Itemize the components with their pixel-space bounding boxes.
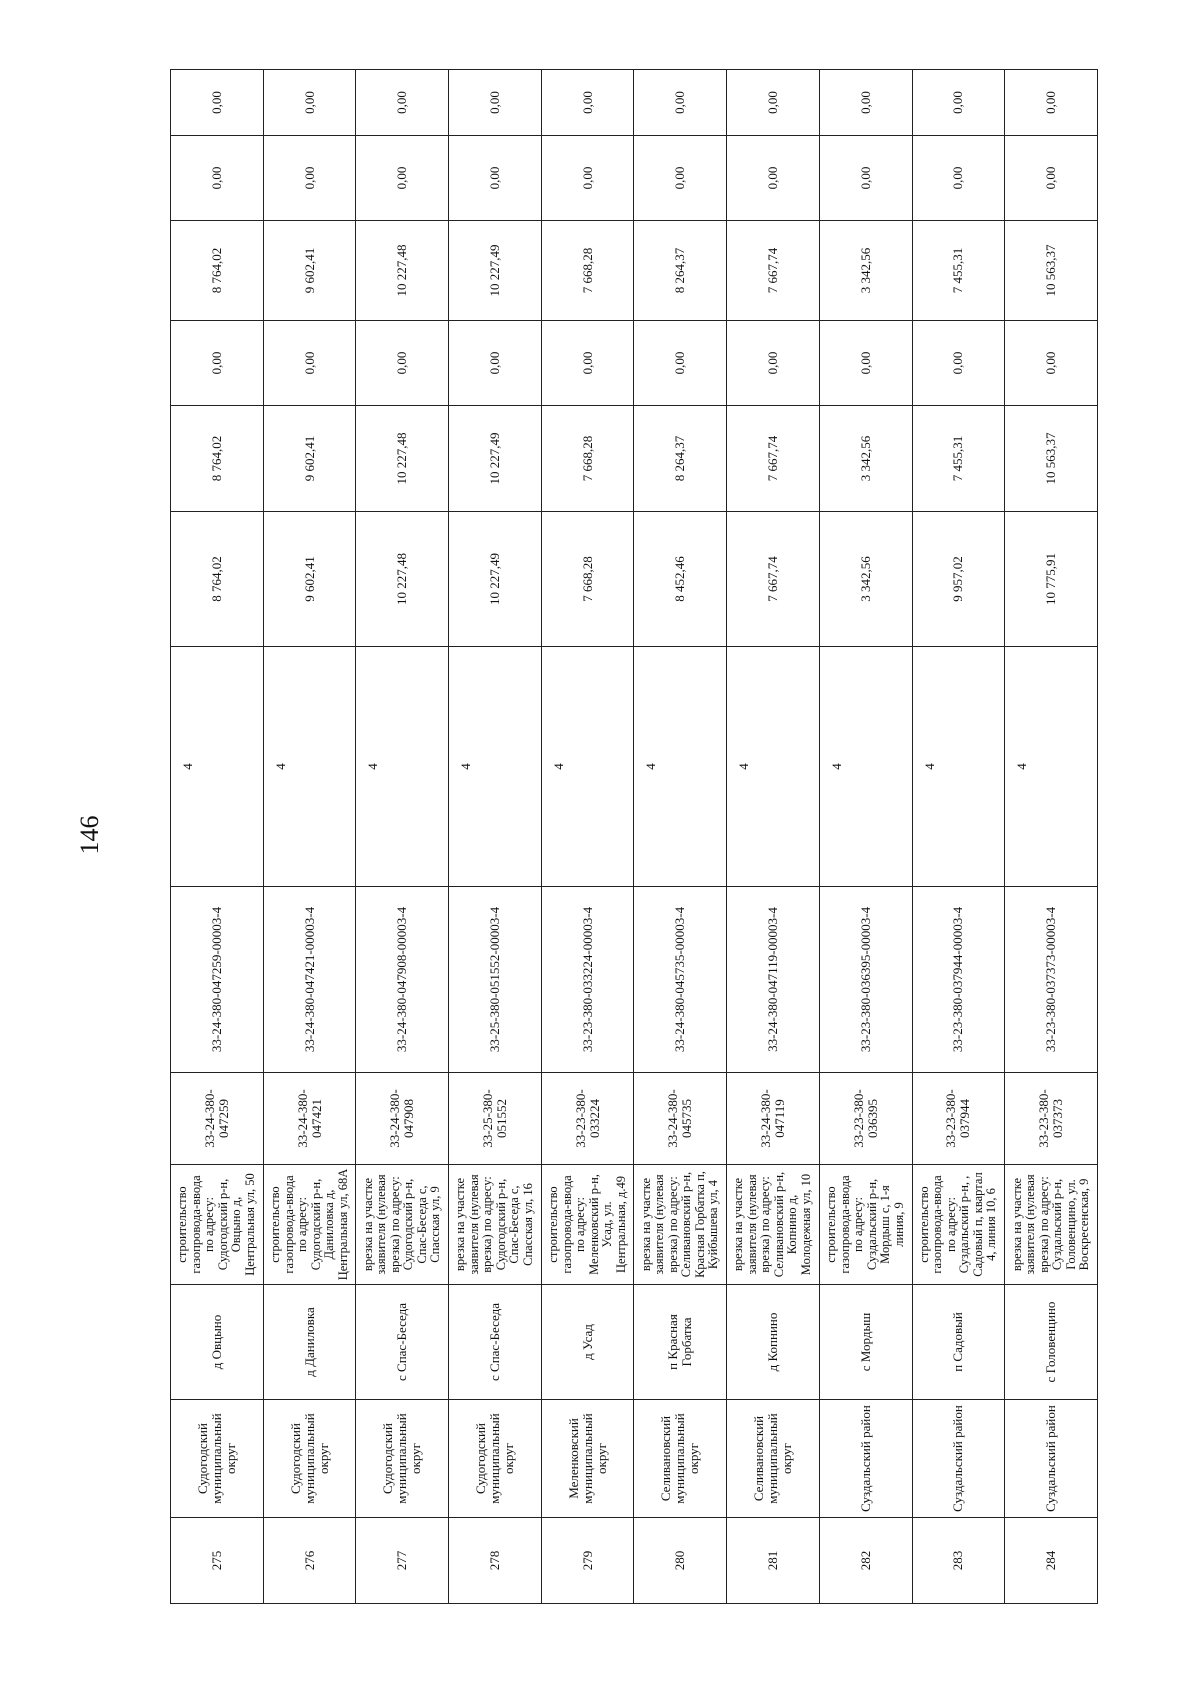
amount-4-cell: 7 667,74: [727, 221, 820, 321]
amount-1-cell: 8 452,46: [634, 512, 727, 647]
object-id-cell: 33-24-380-047119-00003-4: [727, 887, 820, 1073]
amount-5-cell: 0,00: [356, 136, 449, 221]
amount-5-cell: 0,00: [1005, 136, 1098, 221]
amount-1-cell: 10 227,49: [449, 512, 542, 647]
amount-4-cell: 10 227,49: [449, 221, 542, 321]
amount-5-cell: 0,00: [727, 136, 820, 221]
amount-6-cell: 0,00: [171, 70, 264, 136]
amount-6-cell: 0,00: [634, 70, 727, 136]
district-cell: Меленковский муниципальный округ: [541, 1400, 634, 1518]
amount-4-cell: 7 455,31: [912, 221, 1005, 321]
amount-2-cell: 9 602,41: [263, 406, 356, 512]
amount-4-cell: 8 764,02: [171, 221, 264, 321]
category-cell: 4: [449, 647, 542, 887]
table-row: [449, 70, 542, 1604]
category-cell: 4: [912, 647, 1005, 887]
district-cell: Суздальский район: [1005, 1400, 1098, 1518]
amount-5-cell: 0,00: [819, 136, 912, 221]
locality-cell: д Копнино: [727, 1285, 820, 1400]
table-rotator: [170, 70, 1098, 1604]
object-id-cell: 33-24-380-047259-00003-4: [171, 887, 264, 1073]
amount-1-cell: 3 342,56: [819, 512, 912, 647]
district-cell: Судогодский муниципальный округ: [449, 1400, 542, 1518]
table-row: [541, 70, 634, 1604]
work-description-cell: врезка на участке заявителя (нулевая врезка) по адресу: Селивановский р-н, Красная Горбатка п, Куйбышева ул, 4: [634, 1165, 727, 1285]
amount-2-cell: 10 227,48: [356, 406, 449, 512]
row-number-cell: 277: [356, 1518, 449, 1604]
amount-2-cell: 8 264,37: [634, 406, 727, 512]
work-description-cell: строительство газопровода-ввода по адресу: Судогодский р-н, Овцыно д, Центральная ул, 50: [171, 1165, 264, 1285]
district-cell: Суздальский район: [819, 1400, 912, 1518]
cadastre-cell: 33-23-380-037373: [1005, 1073, 1098, 1165]
page-number: 146: [75, 815, 104, 855]
category-cell: 4: [819, 647, 912, 887]
district-cell: Судогодский муниципальный округ: [356, 1400, 449, 1518]
amount-6-cell: 0,00: [263, 70, 356, 136]
work-description-cell: строительство газопровода-ввода по адресу: Судогодский р-н, Даниловка д, Центральная ул, 68А: [263, 1165, 356, 1285]
row-number-cell: 275: [171, 1518, 264, 1604]
table-row: [356, 70, 449, 1604]
row-number-cell: 282: [819, 1518, 912, 1604]
locality-cell: с Мордыш: [819, 1285, 912, 1400]
cadastre-cell: 33-24-380-045735: [634, 1073, 727, 1165]
work-description-cell: строительство газопровода-ввода по адресу: Меленковский р-н, Усад, ул. Центральная, д.49: [541, 1165, 634, 1285]
amount-5-cell: 0,00: [541, 136, 634, 221]
amount-5-cell: 0,00: [449, 136, 542, 221]
table-row: [819, 70, 912, 1604]
cadastre-cell: 33-24-380-047119: [727, 1073, 820, 1165]
amount-4-cell: 8 264,37: [634, 221, 727, 321]
object-id-cell: 33-23-380-037373-00003-4: [1005, 887, 1098, 1073]
object-id-cell: 33-23-380-037944-00003-4: [912, 887, 1005, 1073]
amount-3-cell: 0,00: [449, 321, 542, 406]
amount-5-cell: 0,00: [263, 136, 356, 221]
table-row: [171, 70, 264, 1604]
cadastre-cell: 33-24-380-047259: [171, 1073, 264, 1165]
amount-3-cell: 0,00: [171, 321, 264, 406]
amount-6-cell: 0,00: [1005, 70, 1098, 136]
amount-1-cell: 10 775,91: [1005, 512, 1098, 647]
object-id-cell: 33-25-380-051552-00003-4: [449, 887, 542, 1073]
amount-3-cell: 0,00: [1005, 321, 1098, 406]
amount-6-cell: 0,00: [541, 70, 634, 136]
row-number-cell: 278: [449, 1518, 542, 1604]
amount-2-cell: 3 342,56: [819, 406, 912, 512]
cadastre-cell: 33-23-380-036395: [819, 1073, 912, 1165]
work-description-cell: строительство газопровода-ввода по адресу: Суздальский р-н, Мордыш с, 1-я линия, 9: [819, 1165, 912, 1285]
amount-3-cell: 0,00: [263, 321, 356, 406]
amount-5-cell: 0,00: [634, 136, 727, 221]
district-cell: Суздальский район: [912, 1400, 1005, 1518]
amount-2-cell: 7 668,28: [541, 406, 634, 512]
amount-4-cell: 7 668,28: [541, 221, 634, 321]
table-row: [727, 70, 820, 1604]
row-number-cell: 280: [634, 1518, 727, 1604]
row-number-cell: 284: [1005, 1518, 1098, 1604]
category-cell: 4: [634, 647, 727, 887]
table-row: [634, 70, 727, 1604]
amount-1-cell: 9 957,02: [912, 512, 1005, 647]
table-row: [912, 70, 1005, 1604]
object-id-cell: 33-23-380-036395-00003-4: [819, 887, 912, 1073]
cadastre-cell: 33-23-380-037944: [912, 1073, 1005, 1165]
district-cell: Судогодский муниципальный округ: [171, 1400, 264, 1518]
category-cell: 4: [727, 647, 820, 887]
amount-4-cell: 10 227,48: [356, 221, 449, 321]
row-number-cell: 283: [912, 1518, 1005, 1604]
amount-1-cell: 7 668,28: [541, 512, 634, 647]
locality-cell: с Спас-Беседа: [449, 1285, 542, 1400]
amount-6-cell: 0,00: [449, 70, 542, 136]
row-number-cell: 276: [263, 1518, 356, 1604]
amount-3-cell: 0,00: [727, 321, 820, 406]
table-row: [263, 70, 356, 1604]
amount-4-cell: 9 602,41: [263, 221, 356, 321]
category-cell: 4: [356, 647, 449, 887]
row-number-cell: 281: [727, 1518, 820, 1604]
amount-3-cell: 0,00: [819, 321, 912, 406]
table-body: [171, 70, 1098, 1604]
locality-cell: д Овцыно: [171, 1285, 264, 1400]
amount-3-cell: 0,00: [356, 321, 449, 406]
work-description-cell: врезка на участке заявителя (нулевая врезка) по адресу: Судогодский р-н, Спас-Беседа с, Спасская ул, 16: [449, 1165, 542, 1285]
category-cell: 4: [171, 647, 264, 887]
work-description-cell: врезка на участке заявителя (нулевая врезка) по адресу: Суздальский р-н, Головенцино, ул. Воскресенская, 9: [1005, 1165, 1098, 1285]
category-cell: 4: [541, 647, 634, 887]
amount-1-cell: 8 764,02: [171, 512, 264, 647]
amount-4-cell: 3 342,56: [819, 221, 912, 321]
amount-1-cell: 10 227,48: [356, 512, 449, 647]
amount-2-cell: 7 455,31: [912, 406, 1005, 512]
amount-4-cell: 10 563,37: [1005, 221, 1098, 321]
district-cell: Судогодский муниципальный округ: [263, 1400, 356, 1518]
amount-5-cell: 0,00: [912, 136, 1005, 221]
amount-6-cell: 0,00: [356, 70, 449, 136]
gas-connection-table: [170, 69, 1098, 1604]
locality-cell: п Садовый: [912, 1285, 1005, 1400]
amount-3-cell: 0,00: [634, 321, 727, 406]
amount-6-cell: 0,00: [727, 70, 820, 136]
locality-cell: п Красная Горбатка: [634, 1285, 727, 1400]
cadastre-cell: 33-25-380-051552: [449, 1073, 542, 1165]
district-cell: Селивановский муниципальный округ: [634, 1400, 727, 1518]
locality-cell: д Усад: [541, 1285, 634, 1400]
cadastre-cell: 33-24-380-047421: [263, 1073, 356, 1165]
cadastre-cell: 33-24-380-047908: [356, 1073, 449, 1165]
category-cell: 4: [1005, 647, 1098, 887]
cadastre-cell: 33-23-380-033224: [541, 1073, 634, 1165]
amount-6-cell: 0,00: [912, 70, 1005, 136]
amount-2-cell: 10 227,49: [449, 406, 542, 512]
rotated-sheet: [170, 70, 1098, 1604]
locality-cell: д Даниловка: [263, 1285, 356, 1400]
table-row: [1005, 70, 1098, 1604]
amount-1-cell: 7 667,74: [727, 512, 820, 647]
object-id-cell: 33-24-380-047908-00003-4: [356, 887, 449, 1073]
object-id-cell: 33-24-380-045735-00003-4: [634, 887, 727, 1073]
amount-6-cell: 0,00: [819, 70, 912, 136]
work-description-cell: строительство газопровода-ввода по адресу: Суздальский р-н, , Садовый п, квартал 4, линия 10, 6: [912, 1165, 1005, 1285]
amount-3-cell: 0,00: [541, 321, 634, 406]
object-id-cell: 33-24-380-047421-00003-4: [263, 887, 356, 1073]
amount-3-cell: 0,00: [912, 321, 1005, 406]
locality-cell: с Спас-Беседа: [356, 1285, 449, 1400]
amount-1-cell: 9 602,41: [263, 512, 356, 647]
work-description-cell: врезка на участке заявителя (нулевая врезка) по адресу: Судогодский р-н, Спас-Беседа с, Спасская ул, 9: [356, 1165, 449, 1285]
work-description-cell: врезка на участке заявителя (нулевая врезка) по адресу: Селивановский р-н, Копнино д, Молодежная ул, 10: [727, 1165, 820, 1285]
district-cell: Селивановский муниципальный округ: [727, 1400, 820, 1518]
object-id-cell: 33-23-380-033224-00003-4: [541, 887, 634, 1073]
amount-5-cell: 0,00: [171, 136, 264, 221]
amount-2-cell: 7 667,74: [727, 406, 820, 512]
row-number-cell: 279: [541, 1518, 634, 1604]
category-cell: 4: [263, 647, 356, 887]
amount-2-cell: 10 563,37: [1005, 406, 1098, 512]
amount-2-cell: 8 764,02: [171, 406, 264, 512]
locality-cell: с Головенцино: [1005, 1285, 1098, 1400]
